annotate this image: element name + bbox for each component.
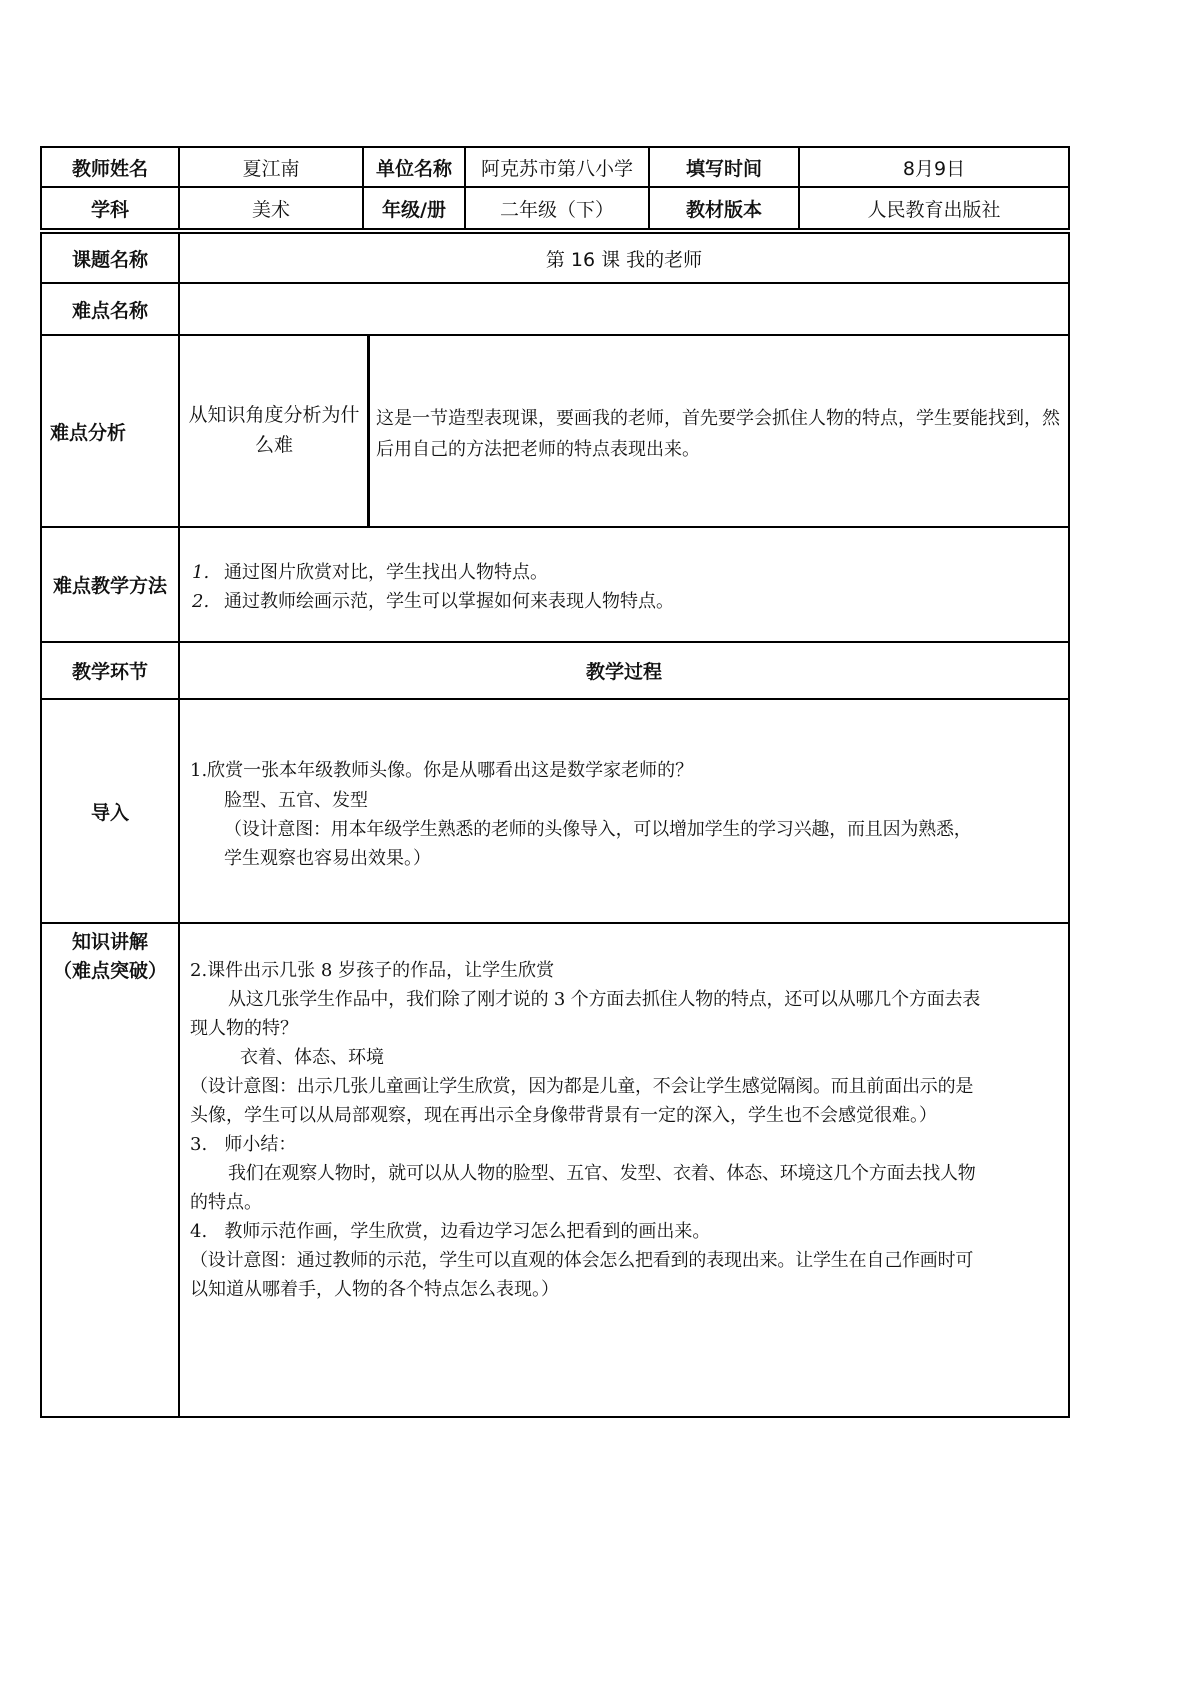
knowledge-label	[42, 928, 178, 986]
knowledge-line: 现人物的特？	[190, 1018, 298, 1039]
knowledge-line: 2.课件出示几张 8 岁孩子的作品，让学生欣赏	[190, 960, 555, 981]
grade-value: 二年级（下）	[499, 198, 614, 221]
knowledge-label-line: 知识讲解	[71, 931, 148, 953]
difficulty-analysis-label: 难点分析	[50, 421, 127, 444]
teaching-stage-header: 教学环节	[71, 661, 148, 683]
rule	[40, 526, 1070, 528]
analysis-sub-label: 从知识角度分析为什么难	[188, 404, 360, 456]
knowledge-line: 头像，学生可以从局部观察，现在再出示全身像带背景有一定的深入，学生也不会感觉很难。）	[190, 1105, 937, 1126]
rule	[40, 1416, 1070, 1418]
knowledge-line: 衣着、体态、环境	[240, 1047, 384, 1068]
teacher-name-value: 夏江南	[242, 157, 300, 180]
topic-value: 第 16 课 我的老师	[545, 248, 703, 271]
rule	[40, 698, 1070, 700]
method-item-text: 通过图片欣赏对比，学生找出人物特点。	[224, 562, 548, 583]
difficulty-name-value	[180, 284, 1068, 334]
intro-label: 导入	[90, 801, 129, 824]
knowledge-line: 4. 教师示范作画，学生欣赏，边看边学习怎么把看到的画出来。	[190, 1221, 711, 1242]
method-item-number: 1.	[192, 562, 210, 583]
rule	[40, 922, 1070, 924]
knowledge-line: （设计意图：通过教师的示范，学生可以直观的体会怎么把看到的表现出来。让学生在自己作画时可	[190, 1250, 974, 1271]
subject-value: 美术	[251, 198, 290, 221]
method-item-number: 2.	[192, 591, 210, 612]
rule	[367, 334, 370, 528]
rule	[40, 334, 1070, 336]
knowledge-line: 从这几张学生作品中，我们除了刚才说的 3 个方面去抓住人物的特点，还可以从哪几个方面去表	[228, 989, 981, 1010]
teaching-process-header: 教学过程	[585, 661, 662, 683]
method-item-text: 通过教师绘画示范，学生可以掌握如何来表现人物特点。	[224, 591, 674, 612]
rule	[1068, 146, 1070, 230]
knowledge-label-line: （难点突破）	[52, 960, 167, 982]
knowledge-line: 我们在观察人物时，就可以从人物的脸型、五官、发型、衣着、体态、环境这几个方面去找人物	[228, 1163, 976, 1184]
intro-line: 学生观察也容易出效果。）	[224, 848, 431, 869]
knowledge-line: （设计意图：出示几张儿童画让学生欣赏，因为都是儿童，不会让学生感觉隔阂。而且前面出示的是	[190, 1076, 974, 1097]
method-item	[192, 586, 1062, 617]
difficulty-name-label: 难点名称	[71, 299, 148, 322]
knowledge-line: 3. 师小结：	[190, 1134, 297, 1155]
teacher-name-label: 教师姓名	[71, 157, 148, 180]
intro-line: （设计意图：用本年级学生熟悉的老师的头像导入，可以增加学生的学习兴趣，而且因为熟悉，	[224, 819, 972, 840]
intro-line: 脸型、五官、发型	[224, 790, 368, 811]
teaching-method-label: 难点教学方法	[52, 575, 167, 597]
rule	[1068, 232, 1070, 1418]
textbook-value: 人民教育出版社	[867, 198, 1001, 221]
fill-date-value: 8月9日	[902, 157, 966, 180]
intro-line: 1.欣赏一张本年级教师头像。你是从哪看出这是数学家老师的？	[190, 760, 694, 781]
fill-date-label: 填写时间	[685, 157, 762, 180]
rule	[178, 232, 180, 1418]
rule	[40, 228, 1070, 230]
knowledge-line: 以知道从哪着手，人物的各个特点怎么表现。）	[190, 1279, 559, 1300]
topic-label: 课题名称	[71, 248, 148, 271]
subject-label: 学科	[90, 198, 129, 221]
textbook-label: 教材版本	[685, 198, 762, 221]
knowledge-line: 的特点。	[190, 1192, 262, 1213]
analysis-content: 这是一节造型表现课，要画我的老师，首先要学会抓住人物的特点，学生要能找到，然后用自己的方法把老师的特点表现出来。	[376, 408, 1060, 460]
unit-name-label: 单位名称	[375, 157, 452, 180]
grade-label: 年级/册	[382, 198, 446, 221]
method-item	[192, 557, 1062, 588]
unit-name-value: 阿克苏市第八小学	[480, 157, 633, 180]
